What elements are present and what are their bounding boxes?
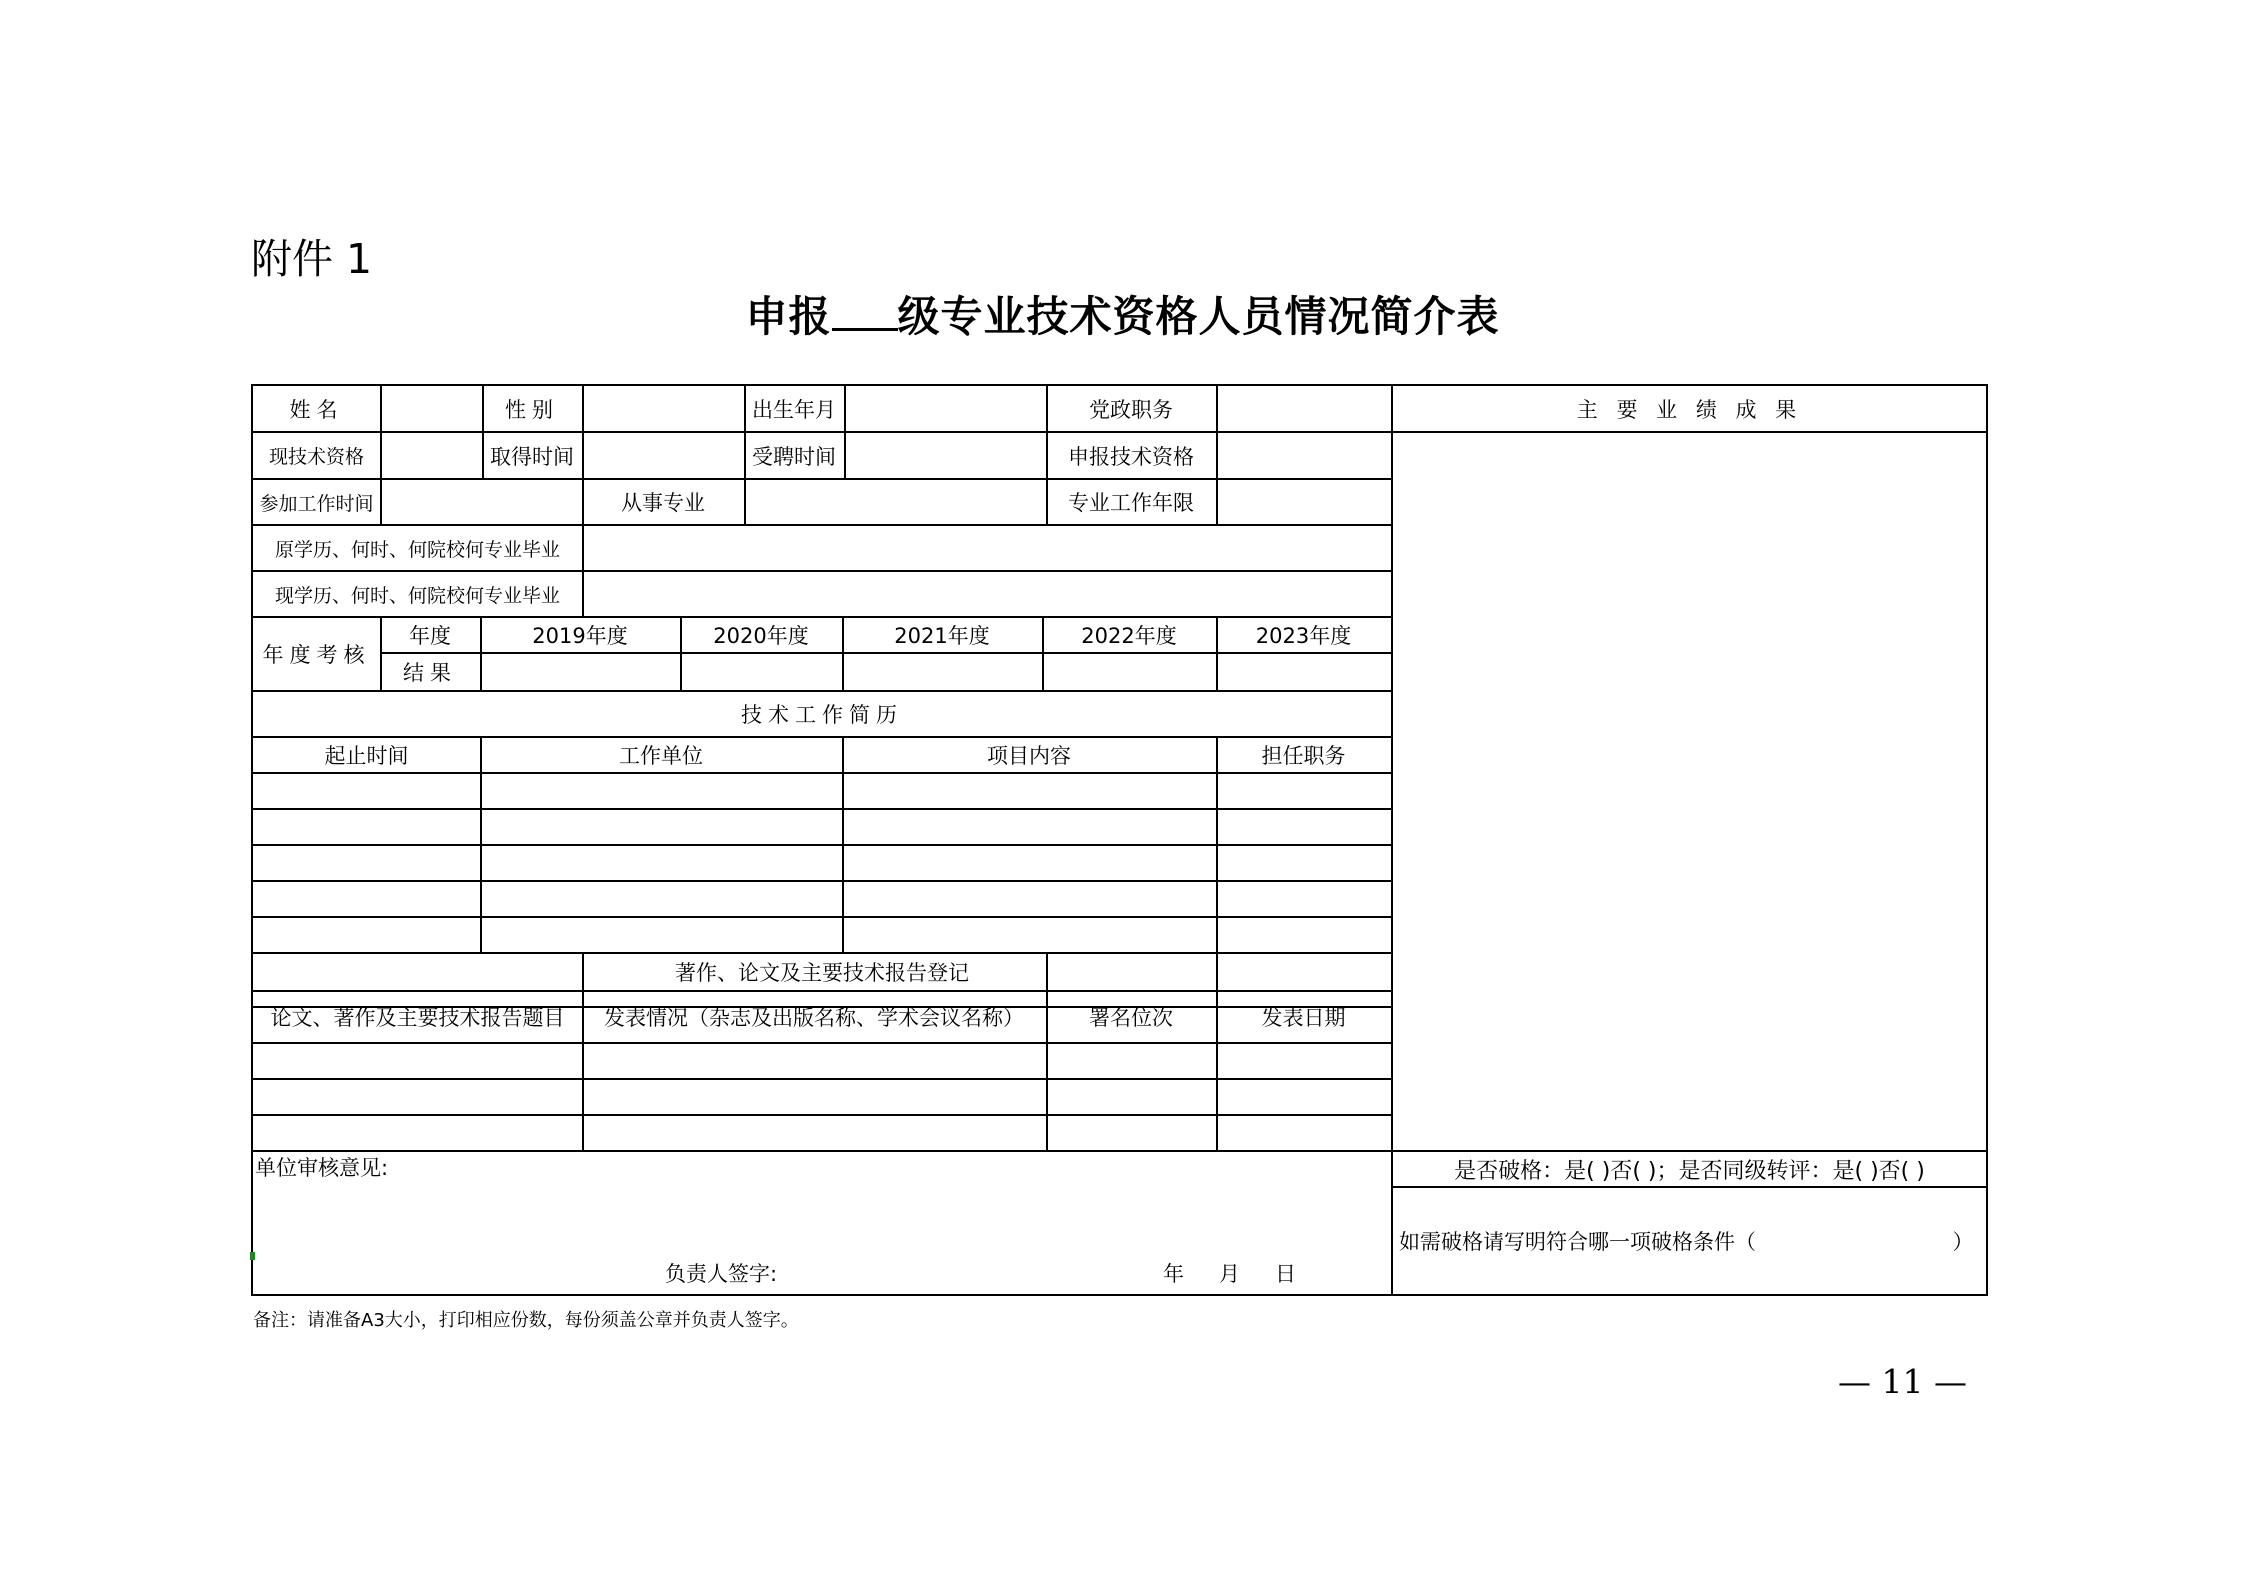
- label-party-post: 党政职务: [1089, 397, 1173, 422]
- header-employer: 工作单位: [619, 744, 703, 768]
- year-2022: 2022年度: [1081, 624, 1177, 648]
- row-line: [253, 1114, 1391, 1116]
- row-line: [253, 844, 1391, 846]
- field-current-education[interactable]: [582, 572, 1391, 616]
- title-blank: [832, 292, 898, 331]
- exception-condition: 如需破格请写明符合哪一项破格条件（: [1399, 1230, 1756, 1254]
- field-current-qualification[interactable]: [380, 433, 482, 478]
- label-work-start: 参加工作时间: [259, 492, 374, 515]
- header-publish-date: 发表日期: [1261, 1006, 1346, 1030]
- label-unit-review: 单位审核意见:: [255, 1156, 389, 1180]
- green-mark: [250, 1252, 255, 1260]
- exception-question[interactable]: 是否破格：是( )否( )；是否同级转评：是( )否( ): [1454, 1158, 1925, 1184]
- application-form-table: [251, 384, 1988, 1296]
- attachment-label: 附件 1: [251, 235, 373, 283]
- label-name: 姓名: [289, 397, 344, 422]
- title-suffix: 级专业技术资格人员情况简介表: [897, 292, 1500, 341]
- field-applied-qualification[interactable]: [1216, 433, 1391, 478]
- label-hired-time: 受聘时间: [752, 444, 836, 469]
- row-line: [253, 808, 1391, 810]
- row-line: [253, 880, 1391, 882]
- section-technical-resume: 技术工作简历: [741, 703, 903, 727]
- row-line: [253, 916, 1391, 918]
- header-publication-info: 发表情况（杂志及出版名称、学术会议名称）: [604, 1006, 1024, 1030]
- field-work-start[interactable]: [380, 480, 582, 524]
- title-prefix: 申报: [745, 292, 832, 341]
- footnote: 备注：请准备A3大小，打印相应份数，每份须盖公章并负责人签字。: [253, 1310, 799, 1331]
- form-title: [0, 284, 2245, 344]
- label-day-suffix: 日: [1275, 1262, 1296, 1286]
- field-work-years[interactable]: [1216, 480, 1391, 524]
- label-applied-qualification: 申报技术资格: [1068, 444, 1194, 469]
- label-year-suffix: 年: [1163, 1262, 1184, 1286]
- row-line: [380, 652, 1391, 654]
- label-original-education: 原学历、何时、何院校何专业毕业: [274, 538, 560, 561]
- field-hired-time[interactable]: [844, 433, 1046, 478]
- field-birth[interactable]: [844, 386, 1046, 431]
- label-achievements: 主 要 业 绩 成 果: [1576, 397, 1803, 422]
- label-specialty: 从事专业: [621, 491, 705, 515]
- header-project: 项目内容: [987, 744, 1071, 768]
- header-position: 担任职务: [1261, 744, 1346, 768]
- header-paper-title: 论文、著作及主要技术报告题目: [270, 1006, 565, 1030]
- header-author-rank: 署名位次: [1089, 1006, 1173, 1030]
- label-obtained-time: 取得时间: [490, 444, 574, 469]
- label-signer: 负责人签字:: [665, 1262, 778, 1286]
- label-current-education: 现学历、何时、何院校何专业毕业: [274, 584, 560, 607]
- year-2019: 2019年度: [532, 624, 628, 648]
- label-birth: 出生年月: [752, 397, 836, 422]
- field-name[interactable]: [380, 386, 482, 431]
- page-number: — 11 —: [1838, 1362, 1967, 1401]
- year-2020: 2020年度: [713, 624, 809, 648]
- header-period: 起止时间: [324, 744, 409, 768]
- year-2021: 2021年度: [894, 624, 990, 648]
- section-publications: 著作、论文及主要技术报告登记: [675, 961, 969, 985]
- field-achievements[interactable]: [1393, 433, 1986, 1150]
- label-result: 结果: [403, 661, 457, 685]
- field-party-post[interactable]: [1216, 386, 1391, 431]
- field-specialty[interactable]: [744, 480, 1046, 524]
- exception-close-paren: ）: [1952, 1230, 1974, 1254]
- field-gender[interactable]: [582, 386, 744, 431]
- row-line: [253, 1042, 1391, 1044]
- label-month-suffix: 月: [1219, 1262, 1240, 1286]
- year-2023: 2023年度: [1255, 624, 1352, 648]
- label-current-qualification: 现技术资格: [268, 446, 364, 468]
- label-work-years: 专业工作年限: [1068, 491, 1194, 515]
- label-annual-assessment: 年度考核: [262, 643, 371, 667]
- row-line: [253, 772, 1391, 774]
- row-line: [253, 1078, 1391, 1080]
- label-gender: 性别: [505, 397, 559, 422]
- field-original-education[interactable]: [582, 526, 1391, 570]
- label-year: 年度: [409, 624, 451, 648]
- field-obtained-time[interactable]: [582, 433, 744, 478]
